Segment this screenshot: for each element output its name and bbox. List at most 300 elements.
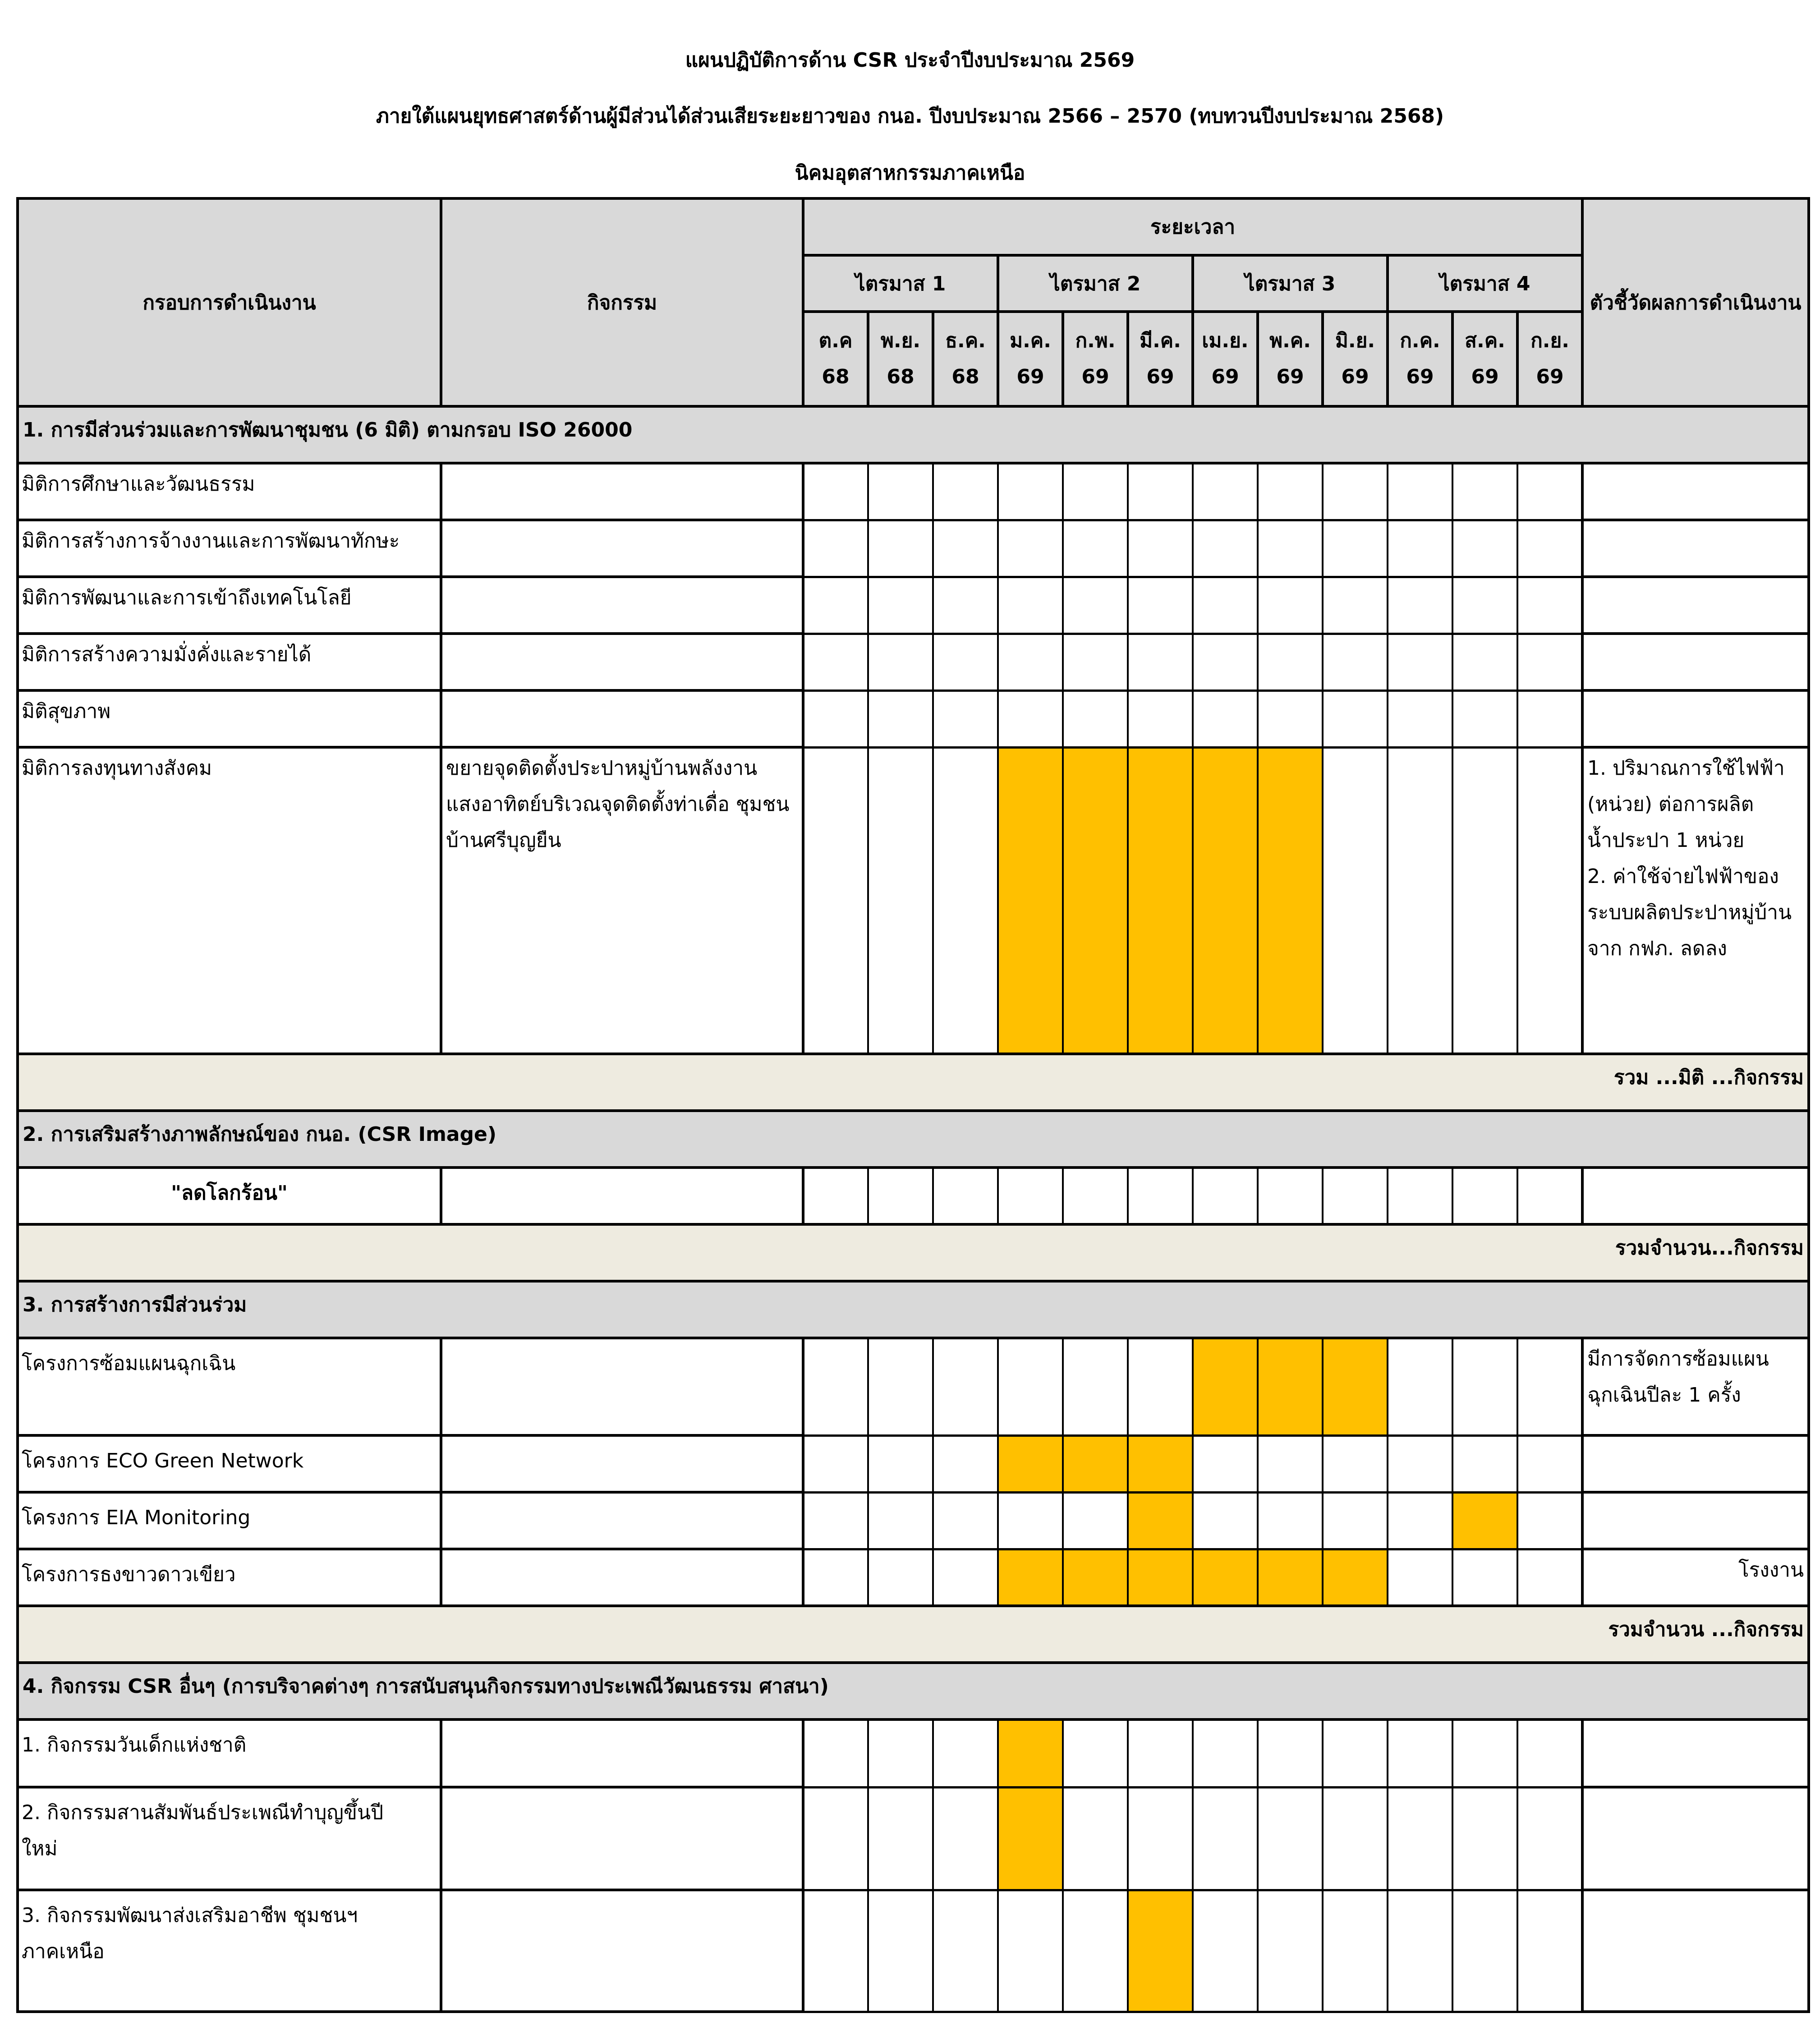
month-year: 69 xyxy=(1406,365,1434,388)
month-cell xyxy=(803,634,868,690)
month-year: 69 xyxy=(1146,365,1174,388)
month-cell xyxy=(1323,1787,1388,1890)
month-cell xyxy=(1193,634,1258,690)
month-cell-active xyxy=(1258,1338,1323,1435)
framework-cell xyxy=(18,1787,441,1890)
month-label: พ.ย. xyxy=(880,329,921,352)
section-title: 1. การมีส่วนร่วมและการพัฒนาชุมชน (6 มิติ) ตามกรอบ ISO 26000 xyxy=(18,406,1809,463)
month-cell xyxy=(1128,634,1193,690)
activity-line: ขยายจุดติดตั้งประปาหมู่บ้านพลังงาน xyxy=(446,757,758,780)
month-cell xyxy=(803,747,868,1054)
month-cell-active xyxy=(1258,1549,1323,1606)
month-cell xyxy=(1323,1719,1388,1787)
month-cell xyxy=(1193,463,1258,520)
indicator-line: 2. ค่าใช้จ่ายไฟฟ้าของ xyxy=(1587,865,1779,888)
table-row xyxy=(18,1338,1809,1435)
framework-cell: มิติการพัฒนาและการเข้าถึงเทคโนโลยี xyxy=(18,577,441,634)
month-cell-active xyxy=(1063,1549,1128,1606)
month-cell xyxy=(933,1787,998,1890)
section-title: 2. การเสริมสร้างภาพลักษณ์ของ กนอ. (CSR Image) xyxy=(18,1111,1809,1168)
month-cell xyxy=(1517,747,1582,1054)
month-cell xyxy=(1388,690,1452,747)
header-quarter-4: ไตรมาส 4 xyxy=(1388,255,1582,312)
month-cell xyxy=(933,463,998,520)
activity-cell xyxy=(441,1787,803,1890)
month-label: มิ.ย. xyxy=(1335,329,1375,352)
month-label: ธ.ค. xyxy=(945,329,986,352)
table-row xyxy=(18,1168,1809,1224)
month-cell xyxy=(1323,577,1388,634)
indicator-line: ฉุกเฉินปีละ 1 ครั้ง xyxy=(1587,1384,1741,1407)
month-cell xyxy=(1258,634,1323,690)
month-cell xyxy=(1128,520,1193,577)
month-cell xyxy=(1193,520,1258,577)
month-cell xyxy=(803,1435,868,1492)
month-cell xyxy=(1323,1492,1388,1549)
month-cell xyxy=(1193,577,1258,634)
month-cell xyxy=(803,690,868,747)
month-cell xyxy=(1128,577,1193,634)
month-cell xyxy=(1323,747,1388,1054)
month-cell xyxy=(1193,1492,1258,1549)
month-cell xyxy=(1258,1168,1323,1224)
indicator-cell xyxy=(1582,1168,1809,1224)
month-cell xyxy=(1258,463,1323,520)
month-cell xyxy=(1063,1787,1128,1890)
table-row xyxy=(18,1435,1809,1492)
month-cell xyxy=(1452,1787,1517,1890)
month-cell xyxy=(1388,1787,1452,1890)
month-cell xyxy=(868,577,933,634)
framework-cell xyxy=(18,1890,441,2012)
header-quarter-1: ไตรมาส 1 xyxy=(803,255,998,312)
framework-line: 3. กิจกรรมพัฒนาส่งเสริมอาชีพ ชุมชนฯ xyxy=(22,1904,358,1927)
section-header-row xyxy=(18,406,1809,463)
month-cell xyxy=(998,577,1063,634)
header-month xyxy=(803,312,868,406)
month-cell-active xyxy=(1128,1549,1193,1606)
month-cell xyxy=(1193,1435,1258,1492)
month-cell xyxy=(1452,1435,1517,1492)
month-cell xyxy=(1517,1338,1582,1435)
month-cell-active xyxy=(1063,1435,1128,1492)
framework-cell: โครงการ ECO Green Network xyxy=(18,1435,441,1492)
month-year: 69 xyxy=(1016,365,1044,388)
month-cell xyxy=(1517,463,1582,520)
month-year: 69 xyxy=(1081,365,1109,388)
month-cell-active xyxy=(1128,747,1193,1054)
framework-line: ใหม่ xyxy=(22,1837,58,1860)
month-cell-active xyxy=(998,1787,1063,1890)
summary-text: รวมจำนวน...กิจกรรม xyxy=(18,1224,1809,1281)
month-cell xyxy=(998,463,1063,520)
month-cell xyxy=(1452,520,1517,577)
month-cell xyxy=(1323,1890,1388,2012)
month-cell xyxy=(1452,1168,1517,1224)
month-cell xyxy=(803,1787,868,1890)
header-month xyxy=(1258,312,1323,406)
month-cell-active xyxy=(1323,1549,1388,1606)
month-year: 69 xyxy=(1471,365,1499,388)
month-cell xyxy=(803,577,868,634)
month-cell xyxy=(1388,520,1452,577)
month-cell xyxy=(1388,634,1452,690)
month-cell xyxy=(998,1168,1063,1224)
month-cell xyxy=(1258,1435,1323,1492)
indicator-cell xyxy=(1582,1492,1809,1549)
framework-cell: 1. กิจกรรมวันเด็กแห่งชาติ xyxy=(18,1719,441,1787)
month-cell xyxy=(1128,690,1193,747)
table-row xyxy=(18,1890,1809,2012)
month-label: พ.ค. xyxy=(1269,329,1311,352)
month-cell xyxy=(1258,1787,1323,1890)
month-cell xyxy=(933,1549,998,1606)
month-cell xyxy=(1517,1168,1582,1224)
month-cell xyxy=(1388,1549,1452,1606)
month-cell xyxy=(1517,1492,1582,1549)
header-month xyxy=(1517,312,1582,406)
table-row xyxy=(18,463,1809,520)
section-title: 4. กิจกรรม CSR อื่นๆ (การบริจาคต่างๆ การสนับสนุนกิจกรรมทางประเพณีวัฒนธรรม ศาสนา) xyxy=(18,1663,1809,1719)
section-header-row xyxy=(18,1281,1809,1338)
month-cell xyxy=(933,747,998,1054)
header-month xyxy=(1452,312,1517,406)
month-cell xyxy=(1517,1549,1582,1606)
month-cell xyxy=(1128,1168,1193,1224)
month-cell xyxy=(803,463,868,520)
framework-cell: "ลดโลกร้อน" xyxy=(18,1168,441,1224)
month-cell xyxy=(1323,690,1388,747)
indicator-cell xyxy=(1582,577,1809,634)
csr-plan-table xyxy=(16,197,1810,2013)
indicator-line: (หน่วย) ต่อการผลิต xyxy=(1587,793,1754,816)
month-cell xyxy=(1063,690,1128,747)
activity-cell xyxy=(441,634,803,690)
month-cell xyxy=(1323,463,1388,520)
month-cell xyxy=(1323,1168,1388,1224)
month-cell-active xyxy=(1063,747,1128,1054)
month-label: ส.ค. xyxy=(1465,329,1505,352)
month-label: ต.ค xyxy=(818,329,853,352)
month-cell xyxy=(933,1492,998,1549)
month-cell xyxy=(1323,520,1388,577)
table-row xyxy=(18,1719,1809,1787)
month-cell xyxy=(998,634,1063,690)
month-cell-active xyxy=(1193,747,1258,1054)
table-row xyxy=(18,634,1809,690)
indicator-cell xyxy=(1582,1890,1809,2012)
month-cell xyxy=(803,1338,868,1435)
month-cell xyxy=(868,1549,933,1606)
month-label: มี.ค. xyxy=(1140,329,1181,352)
month-cell-active xyxy=(998,1435,1063,1492)
month-cell xyxy=(1258,1890,1323,2012)
framework-cell: มิติการสร้างความมั่งคั่งและรายได้ xyxy=(18,634,441,690)
month-cell-active xyxy=(1193,1549,1258,1606)
header-month xyxy=(1323,312,1388,406)
month-cell xyxy=(868,1787,933,1890)
framework-line: 2. กิจกรรมสานสัมพันธ์ประเพณีทำบุญขึ้นปี xyxy=(22,1801,384,1824)
month-cell xyxy=(1258,520,1323,577)
month-cell xyxy=(803,520,868,577)
activity-cell xyxy=(441,1492,803,1549)
activity-cell xyxy=(441,690,803,747)
activity-cell xyxy=(441,1890,803,2012)
month-cell xyxy=(803,1492,868,1549)
activity-cell xyxy=(441,1719,803,1787)
section-header-row xyxy=(18,1111,1809,1168)
framework-cell: มิติการลงทุนทางสังคม xyxy=(18,747,441,1054)
activity-line: แสงอาทิตย์บริเวณจุดติดตั้งท่าเดื่อ ชุมชน xyxy=(446,793,790,816)
month-cell-active xyxy=(1128,1890,1193,2012)
month-label: ก.พ. xyxy=(1075,329,1116,352)
indicator-cell: โรงงาน xyxy=(1582,1549,1809,1606)
month-year: 68 xyxy=(887,365,915,388)
activity-cell xyxy=(441,463,803,520)
month-cell xyxy=(868,520,933,577)
indicator-cell xyxy=(1582,690,1809,747)
month-cell xyxy=(1128,1787,1193,1890)
month-cell xyxy=(1128,1338,1193,1435)
activity-cell xyxy=(441,1435,803,1492)
month-cell xyxy=(1388,747,1452,1054)
month-cell xyxy=(1452,1890,1517,2012)
month-cell xyxy=(1517,1435,1582,1492)
section-header-row xyxy=(18,1663,1809,1719)
month-cell xyxy=(998,520,1063,577)
month-cell-active xyxy=(1128,1492,1193,1549)
month-label: ก.ย. xyxy=(1530,329,1569,352)
month-cell xyxy=(1517,520,1582,577)
month-cell xyxy=(1193,1719,1258,1787)
month-cell xyxy=(1323,634,1388,690)
month-cell xyxy=(868,1890,933,2012)
month-label: ก.ค. xyxy=(1400,329,1440,352)
month-cell xyxy=(1452,747,1517,1054)
header-month xyxy=(868,312,933,406)
indicator-cell xyxy=(1582,1435,1809,1492)
month-cell-active xyxy=(998,1549,1063,1606)
indicator-cell xyxy=(1582,1719,1809,1787)
header-month xyxy=(1388,312,1452,406)
month-cell xyxy=(1452,1338,1517,1435)
month-cell xyxy=(868,1719,933,1787)
table-row xyxy=(18,747,1809,1054)
indicator-cell xyxy=(1582,634,1809,690)
table-row xyxy=(18,577,1809,634)
month-cell xyxy=(1388,1168,1452,1224)
month-cell xyxy=(1517,1719,1582,1787)
month-cell xyxy=(803,1890,868,2012)
header-framework: กรอบการดำเนินงาน xyxy=(18,198,441,406)
month-cell xyxy=(933,1338,998,1435)
month-cell xyxy=(1388,463,1452,520)
indicator-line: 1. ปริมาณการใช้ไฟฟ้า xyxy=(1587,757,1785,780)
table-row xyxy=(18,1787,1809,1890)
summary-text: รวม ...มิติ ...กิจกรรม xyxy=(18,1054,1809,1111)
month-cell xyxy=(1063,1890,1128,2012)
month-cell xyxy=(933,690,998,747)
framework-cell: โครงการซ้อมแผนฉุกเฉิน xyxy=(18,1338,441,1435)
month-cell xyxy=(1517,634,1582,690)
activity-cell xyxy=(441,577,803,634)
header-quarter-2: ไตรมาส 2 xyxy=(998,255,1193,312)
month-cell xyxy=(1517,1787,1582,1890)
summary-text: รวมจำนวน ...กิจกรรม xyxy=(18,1606,1809,1663)
month-cell xyxy=(1063,463,1128,520)
month-cell xyxy=(803,1549,868,1606)
month-cell xyxy=(1388,1890,1452,2012)
month-cell xyxy=(933,1435,998,1492)
indicator-cell xyxy=(1582,1338,1809,1435)
month-cell xyxy=(933,1719,998,1787)
section-title: 3. การสร้างการมีส่วนร่วม xyxy=(18,1281,1809,1338)
month-cell-active xyxy=(1258,747,1323,1054)
month-cell xyxy=(1452,1719,1517,1787)
activity-cell xyxy=(441,1549,803,1606)
month-cell xyxy=(868,1338,933,1435)
month-cell xyxy=(933,634,998,690)
header-month xyxy=(1128,312,1193,406)
month-cell xyxy=(868,747,933,1054)
summary-row xyxy=(18,1224,1809,1281)
month-label: เม.ย. xyxy=(1202,329,1249,352)
month-cell-active xyxy=(1128,1435,1193,1492)
month-year: 68 xyxy=(951,365,979,388)
month-cell xyxy=(1388,1719,1452,1787)
activity-cell xyxy=(441,520,803,577)
activity-cell xyxy=(441,1168,803,1224)
month-cell xyxy=(1258,1719,1323,1787)
month-cell xyxy=(998,1338,1063,1435)
month-cell xyxy=(1517,577,1582,634)
month-year: 69 xyxy=(1211,365,1239,388)
month-cell xyxy=(1452,634,1517,690)
month-cell xyxy=(868,1435,933,1492)
summary-row xyxy=(18,1606,1809,1663)
header-month xyxy=(1063,312,1128,406)
table-row xyxy=(18,520,1809,577)
header-month xyxy=(1193,312,1258,406)
month-cell xyxy=(803,1168,868,1224)
activity-line: บ้านศรีบุญยืน xyxy=(446,829,561,852)
month-year: 69 xyxy=(1276,365,1304,388)
month-label: ม.ค. xyxy=(1010,329,1051,352)
month-cell xyxy=(933,520,998,577)
header-period: ระยะเวลา xyxy=(803,198,1582,255)
month-cell xyxy=(1128,1719,1193,1787)
month-cell xyxy=(1063,520,1128,577)
month-cell xyxy=(1193,690,1258,747)
month-year: 68 xyxy=(822,365,850,388)
indicator-cell xyxy=(1582,1787,1809,1890)
framework-cell: โครงการธงขาวดาวเขียว xyxy=(18,1549,441,1606)
table-row xyxy=(18,690,1809,747)
framework-cell: มิติสุขภาพ xyxy=(18,690,441,747)
month-cell xyxy=(1128,463,1193,520)
header-indicator: ตัวชี้วัดผลการดำเนินงาน xyxy=(1582,198,1809,406)
indicator-line: จาก กฟภ. ลดลง xyxy=(1587,937,1727,960)
indicator-cell xyxy=(1582,520,1809,577)
month-cell xyxy=(1063,577,1128,634)
framework-line: ภาคเหนือ xyxy=(22,1940,105,1963)
month-cell xyxy=(1063,634,1128,690)
month-cell xyxy=(933,1168,998,1224)
month-cell xyxy=(868,1492,933,1549)
month-cell xyxy=(1517,1890,1582,2012)
month-cell xyxy=(998,1890,1063,2012)
month-cell xyxy=(1388,577,1452,634)
document-subtitle: ภายใต้แผนยุทธศาสตร์ด้านผู้มีส่วนได้ส่วนเสียระยะยาวของ กนอ. ปีงบประมาณ 2566 – 2570 (ทบทวนปีงบประมาณ 2568) xyxy=(376,105,1444,128)
month-cell-active xyxy=(998,1719,1063,1787)
table-row xyxy=(18,1549,1809,1606)
month-cell xyxy=(1258,577,1323,634)
month-cell xyxy=(868,463,933,520)
month-cell xyxy=(1517,690,1582,747)
month-cell xyxy=(1063,1492,1128,1549)
month-cell-active xyxy=(1323,1338,1388,1435)
organization-name: นิคมอุตสาหกรรมภาคเหนือ xyxy=(795,161,1025,184)
month-cell xyxy=(1193,1168,1258,1224)
month-cell xyxy=(1452,577,1517,634)
month-cell xyxy=(1452,463,1517,520)
table-row xyxy=(18,1492,1809,1549)
summary-row xyxy=(18,1054,1809,1111)
month-cell xyxy=(933,1890,998,2012)
month-cell xyxy=(1063,1338,1128,1435)
month-cell xyxy=(1258,1492,1323,1549)
month-cell-active xyxy=(998,747,1063,1054)
month-cell-active xyxy=(1193,1338,1258,1435)
month-year: 69 xyxy=(1341,365,1369,388)
month-cell-active xyxy=(1452,1492,1517,1549)
month-cell xyxy=(1388,1435,1452,1492)
activity-cell xyxy=(441,747,803,1054)
month-cell xyxy=(1193,1787,1258,1890)
header-quarter-3: ไตรมาส 3 xyxy=(1193,255,1388,312)
framework-cell: มิติการศึกษาและวัฒนธรรม xyxy=(18,463,441,520)
month-cell xyxy=(803,1719,868,1787)
month-cell xyxy=(1452,690,1517,747)
month-cell xyxy=(933,577,998,634)
month-cell xyxy=(868,1168,933,1224)
framework-cell: โครงการ EIA Monitoring xyxy=(18,1492,441,1549)
month-cell xyxy=(868,634,933,690)
document-title: แผนปฏิบัติการด้าน CSR ประจำปีงบประมาณ 2569 xyxy=(685,49,1135,72)
month-cell xyxy=(1388,1338,1452,1435)
month-cell xyxy=(1258,690,1323,747)
month-cell xyxy=(998,690,1063,747)
indicator-line: ระบบผลิตประปาหมู่บ้าน xyxy=(1587,901,1792,924)
month-cell xyxy=(868,690,933,747)
indicator-cell xyxy=(1582,463,1809,520)
month-cell xyxy=(1063,1719,1128,1787)
header-month xyxy=(998,312,1063,406)
indicator-cell xyxy=(1582,747,1809,1054)
month-cell xyxy=(998,1492,1063,1549)
activity-cell xyxy=(441,1338,803,1435)
month-cell xyxy=(1323,1435,1388,1492)
indicator-line: มีการจัดการซ้อมแผน xyxy=(1587,1347,1769,1370)
framework-cell: มิติการสร้างการจ้างงานและการพัฒนาทักษะ xyxy=(18,520,441,577)
header-month xyxy=(933,312,998,406)
month-year: 69 xyxy=(1536,365,1564,388)
indicator-line: น้ำประปา 1 หน่วย xyxy=(1587,829,1745,852)
month-cell xyxy=(1452,1549,1517,1606)
header-activity: กิจกรรม xyxy=(441,198,803,406)
month-cell xyxy=(1063,1168,1128,1224)
month-cell xyxy=(1193,1890,1258,2012)
